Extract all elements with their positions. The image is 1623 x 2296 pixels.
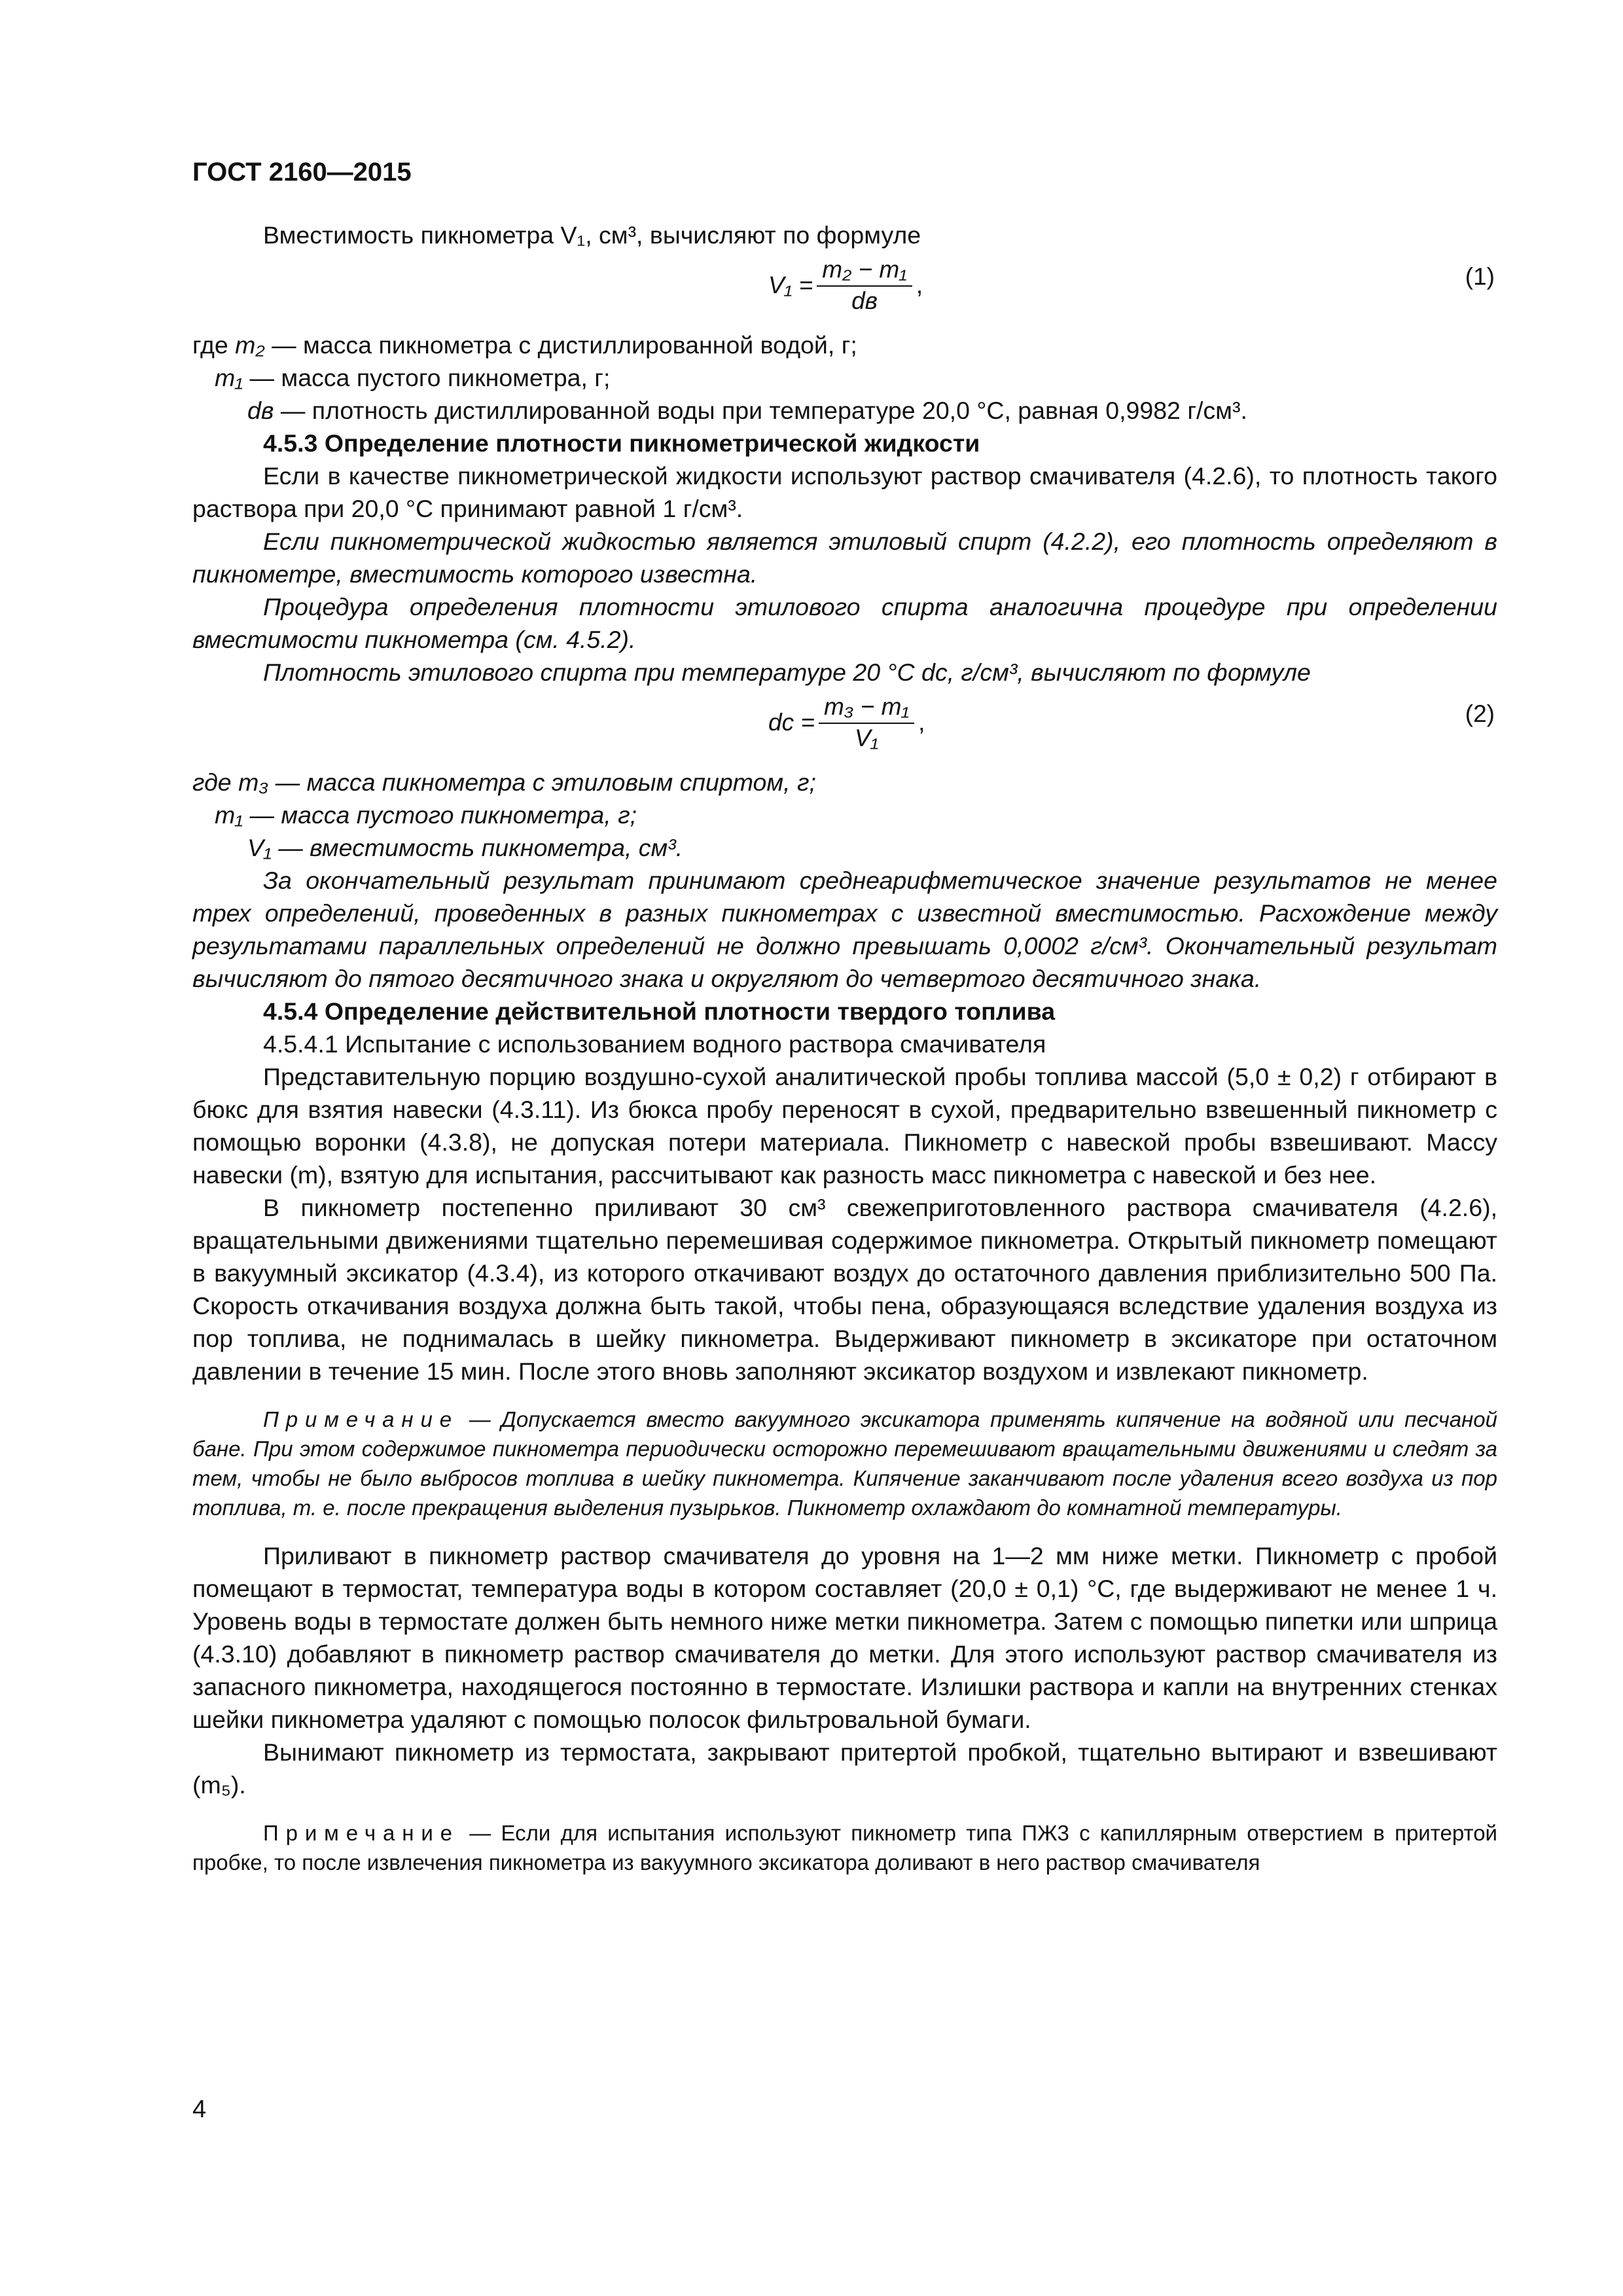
formula-1-tail: , xyxy=(916,272,923,298)
paragraph-4-5-4-1-2: В пикнометр постепенно приливают 30 см³ свежеприготовленного раствора смачивателя (4.2.6), вращательными движениями тщательно перемешивая содержимое пикнометра. Открытый пикнометр помещают в вакуумный эксикатор (4.3.4), из которого откачивают воздух до остаточного давления приблизительно 500 Па. Скорость откачивания воздуха должна быть такой, чтобы пена, образующаяся вследствие удаления воздуха из пор топлива, не поднималась в шейку пикнометра. Выдерживают пикнометр в эксикаторе при остаточном давлении в течение 15 мин. После этого вновь заполняют эксикатор воздухом и извлекают пикнометр. xyxy=(192,1194,1497,1385)
formula-1-denominator: dв xyxy=(851,287,878,314)
note-2-body: — Если для испытания используют пикнометр типа ПЖ3 с капиллярным отверстием в притертой пробке, то после извлечения пикнометра из вакуумного эксикатора доливают в него раствор смачивателя xyxy=(192,1821,1497,1874)
paragraph-4-5-3-2: Если пикнометрической жидкостью является этиловый спирт (4.2.2), его плотность определяют в пикнометре, вместимость которого известна. xyxy=(192,528,1497,588)
paragraph-4-5-3-3: Процедура определения плотности этилового спирта аналогична процедуре при определении вместимости пикнометра (см. 4.5.2). xyxy=(192,593,1497,653)
where-2-line-1: где m₃ — масса пикнометра с этиловым спиртом, г; xyxy=(192,768,816,796)
where-1-line-1: где m₂ — масса пикнометра с дистиллированной водой, г; xyxy=(192,331,857,359)
formula-1-fraction xyxy=(817,255,912,315)
formula-2-denominator: V₁ xyxy=(854,725,879,751)
paragraph-4-5-4-1-4: Вынимают пикнометр из термостата, закрывают притертой пробкой, тщательно вытирают и взвешивают (m₅). xyxy=(192,1738,1497,1799)
note-1-label: Примечание xyxy=(263,1407,459,1431)
formula-1 xyxy=(192,255,1497,323)
where-2-line-2: m₁ — масса пустого пикнометра, г; xyxy=(215,801,637,829)
paragraph-4-5-3-1: Если в качестве пикнометрической жидкости используют раствор смачивателя (4.2.6), то плотность такого раствора при 20,0 °C принимают равной 1 г/см³. xyxy=(192,462,1497,522)
section-4-5-3-heading: 4.5.3 Определение плотности пикнометрической жидкости xyxy=(263,429,980,457)
paragraph-4-5-4-1-1: Представительную порцию воздушно-сухой аналитической пробы топлива массой (5,0 ± 0,2) г отбирают в бюкс для взятия навески (4.3.11). Из бюкса пробу переносят в сухой, предварительно взвешенный пикнометр с помощью воронки (4.3.8), не допуская потери материала. Пикнометр с навеской пробы взвешивают. Массу навески (m), взятую для испытания, рассчитывают как разность масс пикнометра с навеской и без нее. xyxy=(192,1063,1497,1189)
section-4-5-4-1-heading: 4.5.4.1 Испытание с использованием водного раствора смачивателя xyxy=(263,1030,1046,1058)
formula-1-number: (1) xyxy=(1465,263,1495,290)
where-2-line-3: V₁ — вместимость пикнометра, см³. xyxy=(247,834,683,861)
where-1-line-2: m₁ — масса пустого пикнометра, г; xyxy=(215,364,611,391)
formula-2 xyxy=(192,692,1497,761)
formula-2-tail: , xyxy=(918,709,925,736)
formula-2-numerator: m₃ − m₁ xyxy=(819,692,914,724)
paragraph-4-5-3-5: За окончательный результат принимают среднеарифметическое значение результатов не менее трех определений, проведенных в разных пикнометрах с известной вместимостью. Расхождение между результатами параллельных определений не должно превышать 0,0002 г/см³. Окончательный результат вычисляют до пятого десятичного знака и округляют до четвертого десятичного знака. xyxy=(192,867,1497,992)
intro-paragraph: Вместимость пикнометра V₁, см³, вычисляют по формуле xyxy=(263,221,921,249)
note-2 xyxy=(192,1818,1497,1877)
formula-1-numerator: m₂ − m₁ xyxy=(817,255,912,287)
formula-1-lhs: V₁ = xyxy=(768,272,813,298)
paragraph-4-5-3-4: Плотность этилового спирта при температуре 20 °C dс, г/см³, вычисляют по формуле xyxy=(263,658,1311,686)
document-header: ГОСТ 2160—2015 xyxy=(192,158,412,187)
section-4-5-4-heading: 4.5.4 Определение действительной плотности твердого топлива xyxy=(263,997,1056,1025)
note-2-label: Примечание xyxy=(263,1821,459,1845)
note-1 xyxy=(192,1405,1497,1522)
note-1-body: — Допускается вместо вакуумного эксикатора применять кипячение на водяной или песчаной бане. При этом содержимое пикнометра периодически осторожно перемешивают вращательными движениями и следят за тем, чтобы не было выбросов топлива в шейку пикнометра. Кипячение заканчивают после удаления всего воздуха из пор топлива, т. е. после прекращения выделения пузырьков. Пикнометр охлаждают до комнатной температуры. xyxy=(192,1407,1497,1520)
formula-2-number: (2) xyxy=(1465,700,1495,727)
formula-2-lhs: dс = xyxy=(768,709,815,736)
formula-2-fraction xyxy=(819,692,914,753)
page-number: 4 xyxy=(192,2096,207,2123)
paragraph-4-5-4-1-3: Приливают в пикнометр раствор смачивателя до уровня на 1—2 мм ниже метки. Пикнометр с пробой помещают в термостат, температура воды в котором составляет (20,0 ± 0,1) °C, где выдерживают не менее 1 ч. Уровень воды в термостате должен быть немного ниже метки пикнометра. Затем с помощью пипетки или шприца (4.3.10) добавляют в пикнометр раствор смачивателя до метки. Для этого используют раствор смачивателя из запасного пикнометра, находящегося постоянно в термостате. Излишки раствора и капли на внутренних стенках шейки пикнометра удаляют с помощью полосок фильтровальной бумаги. xyxy=(192,1542,1497,1733)
where-1-line-3: dв — плотность дистиллированной воды при температуре 20,0 °C, равная 0,9982 г/см³. xyxy=(247,397,1247,424)
page-content xyxy=(192,156,1497,1894)
